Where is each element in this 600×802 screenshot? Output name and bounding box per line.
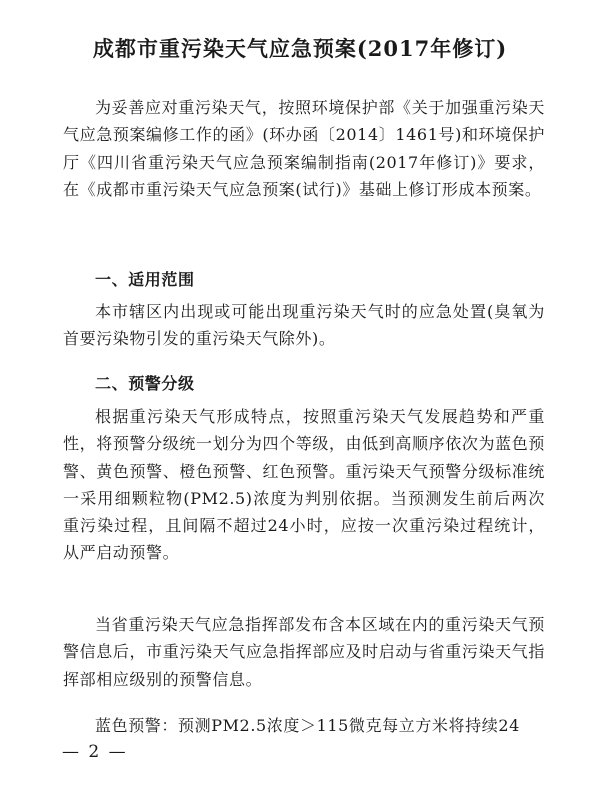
warning-levels-paragraph: 根据重污染天气形成特点，按照重污染天气发展趋势和严重性，将预警分级统一划分为四个等级，由低到高顺序依次为蓝色预警、黄色预警、橙色预警、红色预警。重污染天气预警分级标准统一采用细颗粒物(PM2.5)浓度为判别依据。当预测发生前后两次重污染过程，且间隔不超过24小时，应按一次重污染过程统计，从严启动预警。 bbox=[63, 407, 545, 563]
page-number: — 2 — bbox=[62, 742, 128, 762]
document-title: 成都市重污染天气应急预案(2017年修订) bbox=[92, 36, 508, 61]
intro-paragraph: 为妥善应对重污染天气，按照环境保护部《关于加强重污染天气应急预案编修工作的函》(环办函〔2014〕1461号)和环境保护厅《四川省重污染天气应急预案编制指南(2017年修订)》要求，在《成都市重污染天气应急预案(试行)》基础上修订形成本预案。 bbox=[63, 98, 545, 199]
blue-alert-paragraph: 蓝色预警：预测PM2.5浓度＞115微克每立方米将持续24 bbox=[95, 716, 520, 735]
section-heading-warning-levels: 二、预警分级 bbox=[95, 374, 195, 393]
scope-paragraph: 本市辖区内出现或可能出现重污染天气时的应急处置(臭氧为首要污染物引发的重污染天气除外)。 bbox=[63, 302, 545, 349]
section-heading-scope: 一、适用范围 bbox=[95, 270, 195, 289]
provincial-alert-paragraph: 当省重污染天气应急指挥部发布含本区域在内的重污染天气预警信息后，市重污染天气应急指挥部应及时启动与省重污染天气指挥部相应级别的预警信息。 bbox=[63, 615, 545, 689]
